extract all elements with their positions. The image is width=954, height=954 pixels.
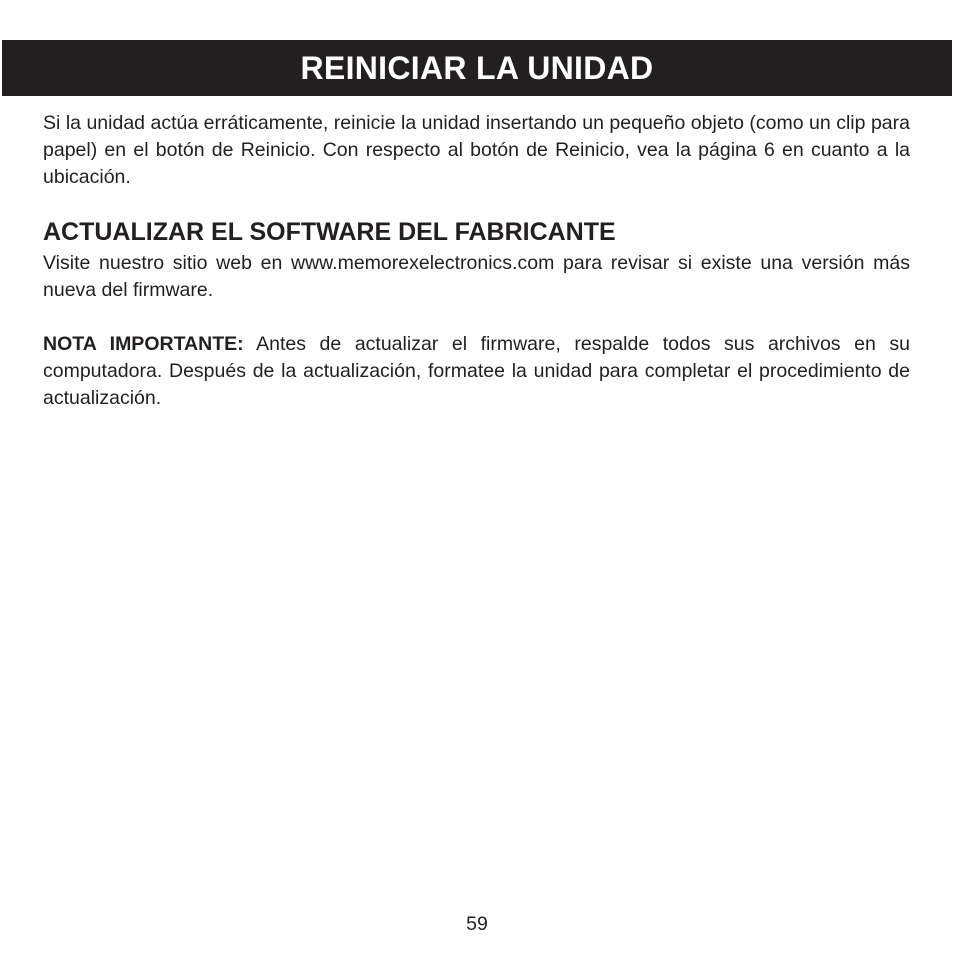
reset-instructions-paragraph: Si la unidad actúa erráticamente, reinicie la unidad insertando un pequeño objeto (como un clip para papel) en el botón de Reinicio. Con respecto al botón de Reinicio, vea la página 6 en cuanto a la ubicación. <box>43 112 910 188</box>
page-number: 59 <box>466 913 488 935</box>
firmware-update-heading: ACTUALIZAR EL SOFTWARE DEL FABRICANTE <box>43 218 616 246</box>
page-title: REINICIAR LA UNIDAD <box>300 50 654 86</box>
important-note-text: Antes de actualizar el firmware, respalde todos sus archivos en su computadora. Después de la actualización, formatee la unidad para completar el procedimiento de actualización. <box>43 333 910 409</box>
important-note-paragraph <box>43 331 910 412</box>
firmware-website-paragraph: Visite nuestro sitio web en www.memorexelectronics.com para revisar si existe una versión más nueva del firmware. <box>43 252 910 301</box>
section-title-bar <box>2 40 952 96</box>
important-note-label: NOTA IMPORTANTE: <box>43 333 244 355</box>
